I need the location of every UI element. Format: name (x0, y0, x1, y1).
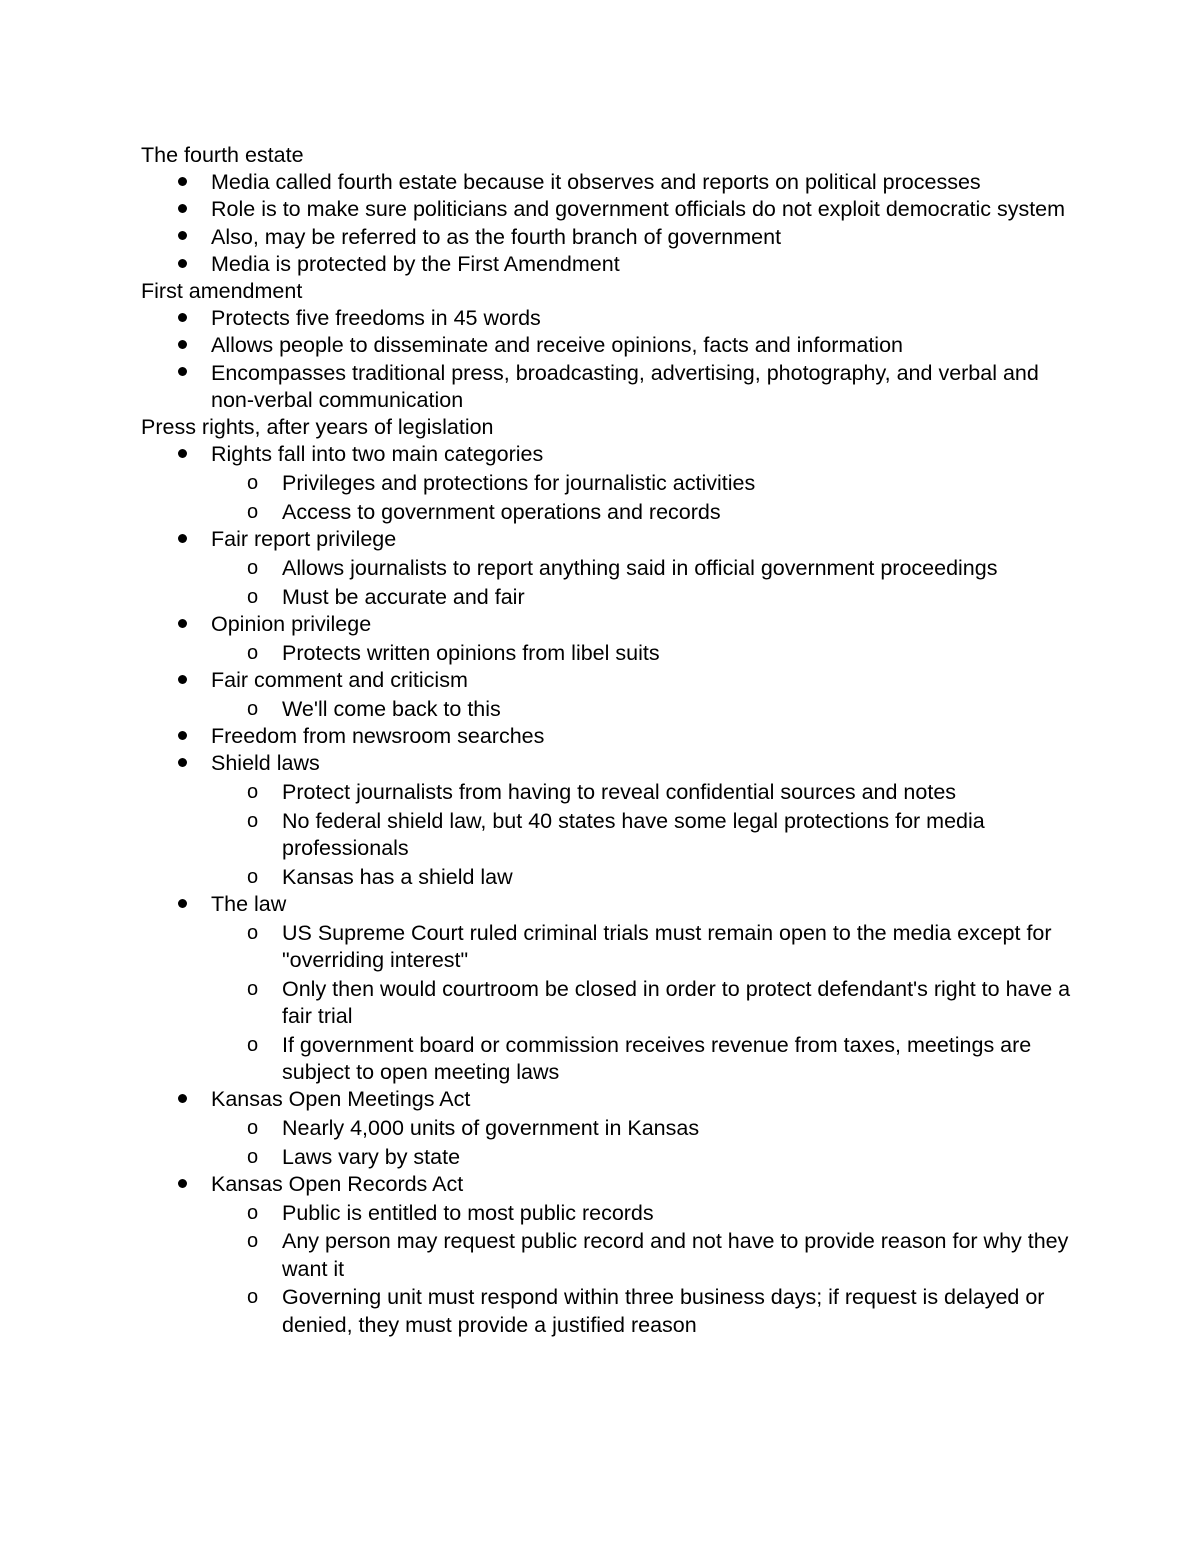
sub-list-item (247, 1284, 1071, 1338)
circle-bullet-icon: o (247, 780, 259, 803)
circle-bullet-icon: o (247, 697, 259, 720)
list-item-text: Shield laws (211, 751, 320, 776)
circle-bullet-icon: o (247, 977, 259, 1000)
sub-bullet-list (211, 555, 1071, 611)
sub-bullet-list (211, 1200, 1071, 1339)
bullet-list (141, 305, 1071, 414)
list-item-text: Fair comment and criticism (211, 667, 468, 692)
sub-list-item-text: Nearly 4,000 units of government in Kansas (282, 1115, 700, 1140)
circle-bullet-icon: o (247, 1286, 259, 1309)
bullet-dot-icon (175, 224, 189, 251)
sub-bullet-list (211, 696, 1071, 723)
sub-list-item-text: Public is entitled to most public records (282, 1200, 654, 1225)
list-item (211, 667, 1071, 723)
sub-bullet-list (211, 470, 1071, 526)
sub-list-item (247, 864, 1071, 891)
sub-list-item (247, 779, 1071, 806)
circle-bullet-icon: o (247, 556, 259, 579)
list-item (211, 611, 1071, 667)
sub-list-item-text: No federal shield law, but 40 states have some legal protections for media professionals (282, 808, 985, 860)
circle-bullet-icon: o (247, 921, 259, 944)
bullet-dot-icon (175, 305, 189, 332)
sub-list-item-text: We'll come back to this (282, 696, 501, 721)
sub-list-item (247, 1032, 1071, 1086)
circle-bullet-icon: o (247, 1145, 259, 1168)
sub-bullet-list (211, 779, 1071, 891)
circle-bullet-icon: o (247, 641, 259, 664)
circle-bullet-icon: o (247, 1033, 259, 1056)
sub-list-item-text: Only then would courtroom be closed in order to protect defendant's right to have a fair trial (282, 976, 1071, 1028)
sub-list-item (247, 920, 1071, 974)
bullet-dot-icon (175, 360, 189, 387)
list-item-text: Protects five freedoms in 45 words (211, 306, 541, 331)
sub-bullet-list (211, 920, 1071, 1086)
list-item (211, 441, 1071, 526)
sub-list-item (247, 1144, 1071, 1171)
sub-list-item-text: Laws vary by state (282, 1144, 461, 1169)
bullet-dot-icon (175, 441, 189, 468)
sub-list-item-text: Any person may request public record and not have to provide reason for why they want it (282, 1229, 1069, 1281)
bullet-dot-icon (175, 169, 189, 196)
circle-bullet-icon: o (247, 1230, 259, 1253)
bullet-dot-icon (175, 251, 189, 278)
circle-bullet-icon: o (247, 1201, 259, 1224)
bullet-dot-icon (175, 1171, 189, 1198)
sub-list-item-text: Access to government operations and records (282, 499, 721, 524)
list-item (211, 750, 1071, 891)
bullet-dot-icon (175, 750, 189, 777)
circle-bullet-icon: o (247, 500, 259, 523)
sub-bullet-list (211, 1115, 1071, 1171)
sub-list-item-text: US Supreme Court ruled criminal trials must remain open to the media except for "overriding interest" (282, 920, 1052, 972)
circle-bullet-icon: o (247, 472, 259, 495)
sub-list-item (247, 584, 1071, 611)
list-item (211, 332, 1071, 359)
list-item (211, 169, 1071, 196)
list-item-text: Fair report privilege (211, 527, 397, 552)
list-item-text: Encompasses traditional press, broadcasting, advertising, photography, and verbal and non-verbal communication (211, 360, 1039, 412)
sub-list-item-text: Allows journalists to report anything said in official government proceedings (282, 555, 998, 580)
list-item-text: Freedom from newsroom searches (211, 723, 545, 748)
sub-list-item-text: If government board or commission receives revenue from taxes, meetings are subject to open meeting laws (282, 1032, 1032, 1084)
circle-bullet-icon: o (247, 865, 259, 888)
sub-list-item (247, 1115, 1071, 1142)
bullet-dot-icon (175, 723, 189, 750)
list-item (211, 526, 1071, 611)
sub-list-item (247, 1228, 1071, 1282)
sub-list-item (247, 976, 1071, 1030)
bullet-dot-icon (175, 1086, 189, 1113)
sub-list-item-text: Protects written opinions from libel suits (282, 640, 660, 665)
sub-list-item (247, 808, 1071, 862)
bullet-dot-icon (175, 891, 189, 918)
bullet-dot-icon (175, 667, 189, 694)
list-item-text: Also, may be referred to as the fourth branch of government (211, 224, 782, 249)
sub-list-item (247, 1200, 1071, 1227)
sub-list-item-text: Governing unit must respond within three business days; if request is delayed or denied, they must provide a justified reason (282, 1285, 1045, 1337)
circle-bullet-icon: o (247, 809, 259, 832)
list-item (211, 360, 1071, 414)
sub-list-item (247, 696, 1071, 723)
list-item-text: Opinion privilege (211, 611, 372, 636)
list-item (211, 1086, 1071, 1171)
sub-list-item-text: Must be accurate and fair (282, 584, 525, 609)
list-item-text: The law (211, 891, 287, 916)
section-heading: The fourth estate (141, 143, 304, 167)
bullet-dot-icon (175, 526, 189, 553)
sub-list-item-text: Privileges and protections for journalistic activities (282, 471, 756, 496)
bullet-list (141, 169, 1071, 278)
bullet-dot-icon (175, 611, 189, 638)
bullet-dot-icon (175, 196, 189, 223)
sub-list-item-text: Protect journalists from having to reveal confidential sources and notes (282, 779, 957, 804)
bullet-list (141, 441, 1071, 1339)
list-item (211, 224, 1071, 251)
document-page (141, 142, 1071, 1339)
circle-bullet-icon: o (247, 1116, 259, 1139)
section-heading: First amendment (141, 279, 303, 304)
sub-list-item-text: Kansas has a shield law (282, 864, 513, 889)
section-heading: Press rights, after years of legislation (141, 415, 494, 440)
list-item (211, 723, 1071, 750)
sub-list-item (247, 555, 1071, 582)
list-item-text: Rights fall into two main categories (211, 442, 544, 467)
sub-list-item (247, 499, 1071, 526)
list-item (211, 305, 1071, 332)
list-item-text: Role is to make sure politicians and government officials do not exploit democratic system (211, 197, 1066, 222)
list-item-text: Kansas Open Meetings Act (211, 1087, 471, 1112)
list-item (211, 1171, 1071, 1339)
sub-bullet-list (211, 640, 1071, 667)
list-item (211, 251, 1071, 278)
list-item (211, 196, 1071, 223)
list-item-text: Kansas Open Records Act (211, 1171, 464, 1196)
list-item-text: Media called fourth estate because it observes and reports on political processes (211, 170, 981, 195)
sub-list-item (247, 470, 1071, 497)
list-item-text: Allows people to disseminate and receive opinions, facts and information (211, 333, 903, 358)
list-item (211, 891, 1071, 1086)
list-item-text: Media is protected by the First Amendment (211, 251, 620, 276)
circle-bullet-icon: o (247, 585, 259, 608)
bullet-dot-icon (175, 332, 189, 359)
sub-list-item (247, 640, 1071, 667)
